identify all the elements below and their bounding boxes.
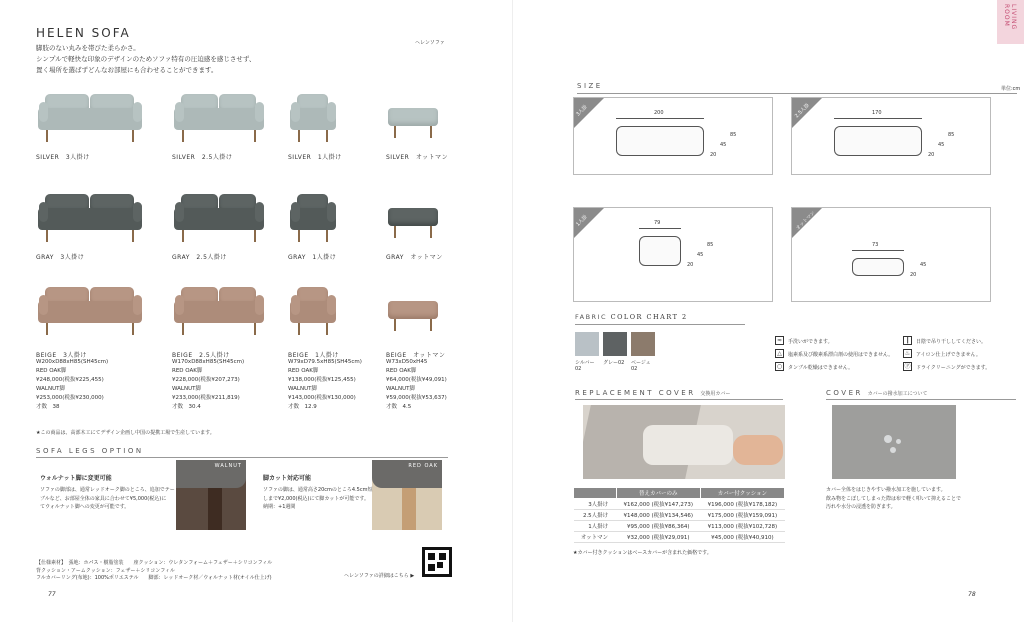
size-tag-label: 1人掛 <box>575 214 589 228</box>
intro-text <box>36 43 255 76</box>
materials-spec: 【仕様素材】 張地：ホパス・樹脂塗装 座クッション：ウレタンフォーム＋フェザー＋シリコンフィル 背クッション・アームクッション：フェザー＋シリコンフィル フルカバーリング(布地)：100%ポリエステル 脚部：レッドオーク材／ウォルナット材(オイル仕上げ) <box>36 560 273 581</box>
height-dimension: 20 <box>910 272 917 278</box>
product-specs: W79xD79.5xH85(SH45cm) RED OAK脚 ¥138,000(税抜¥125,455) WALNUT脚 ¥143,000(税抜¥130,000) 才数 12.9 <box>288 359 362 411</box>
care-symbol-icon: Ⓟ <box>904 363 911 370</box>
product-label: GRAY 3人掛け <box>36 254 85 261</box>
width-dimension: 73 <box>872 242 879 248</box>
size-tag-label: 2.5人掛 <box>793 102 811 120</box>
size-diagram-box <box>573 97 773 175</box>
unit-label: 単位:cm <box>1001 86 1021 92</box>
replacement-cover-table <box>573 487 785 543</box>
table-header-cell: 替えカバーのみ <box>616 488 700 499</box>
replacement-heading: REPLACEMENT COVER 交換用カバー <box>575 389 731 397</box>
care-label: タンブル乾燥はできません。 <box>788 365 854 371</box>
care-symbol-icon: ≈ <box>776 337 783 344</box>
sofa-outline <box>616 126 704 156</box>
table-note: ★カバー付きクッションはベースカバーが含まれた価格です。 <box>573 550 712 556</box>
size-diagram-box <box>791 207 991 302</box>
product-label: GRAY 2.5人掛け <box>172 254 227 261</box>
height-dimension: 85 <box>730 132 737 138</box>
walnut-label: WALNUT <box>214 463 242 469</box>
sofa-1-seater-image <box>290 190 336 244</box>
size-diagram-box <box>573 207 773 302</box>
ottoman-image <box>388 208 438 250</box>
page-number: 77 <box>48 591 56 598</box>
care-symbol-icon: ○ <box>776 363 783 370</box>
fabric-swatch <box>631 332 655 356</box>
replacement-cover-photo <box>583 405 785 479</box>
redoak-label: RED OAK <box>408 463 438 469</box>
leg-cut-heading: 脚カット対応可能 <box>263 475 311 482</box>
product-specs: W200xD88xH85(SH45cm) RED OAK脚 ¥248,000(税抜¥225,455) WALNUT脚 ¥253,000(税抜¥230,000) 才数 38 <box>36 359 109 411</box>
right-page <box>512 0 1024 622</box>
title-ja: ヘレンソファ <box>415 40 445 46</box>
section-tab <box>997 0 1024 44</box>
sofa-2-5-seater-image <box>174 283 264 337</box>
care-label: 塩素系及び酸素系漂白剤の使用はできません。 <box>788 352 894 358</box>
sofa-3-seater-image <box>38 90 142 144</box>
fabric-swatch-label: グレー02 <box>603 360 625 366</box>
water-repellent-photo <box>832 405 956 479</box>
qr-code[interactable] <box>422 547 452 577</box>
size-tag-label: 3人掛 <box>575 104 589 118</box>
walnut-option-heading: ウォルナット脚に変更可能 <box>40 475 112 482</box>
height-dimension: 45 <box>697 252 704 258</box>
width-dimension: 200 <box>654 110 664 116</box>
product-label: BEIGE 3人掛け <box>36 352 87 359</box>
height-dimension: 85 <box>707 242 714 248</box>
leg-cut-body: ソファの脚は、通常高さ20cmのところ4.5cm短 しまで¥2,000(税込)にて脚カットが可能です。 納期：+1週間 <box>263 487 373 510</box>
fabric-swatch-label: シルバー 02 <box>575 360 595 373</box>
fabric-swatch-label: ベージュ 02 <box>631 360 651 373</box>
size-heading: SIZE <box>577 82 603 90</box>
sofa-1-seater-image <box>290 90 336 144</box>
product-label: GRAY 1人掛け <box>288 254 337 261</box>
width-dimension: 79 <box>654 220 661 226</box>
page-number: 78 <box>968 591 976 598</box>
sofa-outline <box>834 126 922 156</box>
height-dimension: 85 <box>948 132 955 138</box>
divider <box>36 457 448 458</box>
sofa-1-seater-image <box>290 283 336 337</box>
product-label: SILVER オットマン <box>386 154 449 161</box>
walnut-option-body: ソファの脚部は、通常レッドオーク脚のところ、追加でテー ブルなど、お部屋全体の家具に合わせて¥5,000(税込)に てウォルナット脚への変更が可能です。 <box>40 487 175 510</box>
ottoman-image <box>388 108 438 150</box>
table-header-cell <box>574 488 617 499</box>
table-row: 2.5人掛け ¥148,000 (税抜¥134,546) ¥175,000 (税抜¥159,091) <box>574 510 785 521</box>
product-label: BEIGE 1人掛け <box>288 352 339 359</box>
size-tag-label: オットマン <box>794 209 817 232</box>
care-symbol-icon: ♨ <box>904 350 911 357</box>
height-dimension: 45 <box>920 262 927 268</box>
cover-description: カバー全体をはじきやすい撥水加工を施しています。 飲み物をこぼしてしまった際は布で軽く叩いて抑えることで 汚れや水分の浸透を防ぎます。 <box>826 487 962 510</box>
sofa-outline <box>639 236 681 266</box>
sofa-3-seater-image <box>38 283 142 337</box>
product-label: BEIGE オットマン <box>386 352 446 359</box>
sofa-outline <box>852 258 904 276</box>
care-symbol-icon: ┃ <box>903 336 912 345</box>
care-label: アイロン仕上げできません。 <box>916 352 981 358</box>
fabric-swatch <box>575 332 599 356</box>
height-dimension: 45 <box>938 142 945 148</box>
redoak-leg-photo <box>372 460 442 530</box>
sofa-2-5-seater-image <box>174 90 264 144</box>
production-note: ★この商品は、高部木工にてデザイン企画し中国の提携工場で生産しています。 <box>36 430 215 436</box>
table-header-cell: カバー付クッション <box>700 488 784 499</box>
size-diagram-box <box>791 97 991 175</box>
qr-caption: ヘレンソファの詳細はこちら ▶ <box>344 573 415 579</box>
table-row: オットマン ¥32,000 (税抜¥29,091) ¥45,000 (税抜¥40,910) <box>574 532 785 543</box>
height-dimension: 45 <box>720 142 727 148</box>
walnut-leg-photo <box>176 460 246 530</box>
product-label: BEIGE 2.5人掛け <box>172 352 230 359</box>
height-dimension: 20 <box>710 152 717 158</box>
cover-heading: COVER カバーの撥水加工について <box>826 389 928 397</box>
height-dimension: 20 <box>687 262 694 268</box>
page-title: HELEN SOFA <box>36 26 131 40</box>
ottoman-image <box>388 301 438 343</box>
divider <box>575 399 783 400</box>
product-label: SILVER 1人掛け <box>288 154 342 161</box>
fabric-swatch <box>603 332 627 356</box>
sofa-3-seater-image <box>38 190 142 244</box>
product-specs: W73xD50xH45 RED OAK脚 ¥64,000(税抜¥49,091) WALNUT脚 ¥59,000(税抜¥53,637) 才数 4.5 <box>386 359 447 411</box>
table-row: 1人掛け ¥95,000 (税抜¥86,364) ¥113,000 (税抜¥102,728) <box>574 521 785 532</box>
product-label: SILVER 3人掛け <box>36 154 90 161</box>
intro-line: 置く場所を選ばずどんなお部屋にも合わせることができます。 <box>36 66 218 75</box>
height-dimension: 20 <box>928 152 935 158</box>
table-row: 3人掛け ¥162,000 (税抜¥147,273) ¥196,000 (税抜¥178,182) <box>574 499 785 510</box>
product-specs: W170xD88xH85(SH45cm) RED OAK脚 ¥228,000(税抜¥207,273) WALNUT脚 ¥233,000(税抜¥211,819) 才数 30.4 <box>172 359 245 411</box>
intro-line: シンプルで軽快な印象のデザインのためソファ特有の圧迫感を感じさせず、 <box>36 55 256 64</box>
divider <box>577 93 1017 94</box>
table-header <box>574 488 785 499</box>
product-label: SILVER 2.5人掛け <box>172 154 233 161</box>
care-label: ドライクリーニングができます。 <box>916 365 991 371</box>
divider <box>575 324 745 325</box>
legs-section-title: SOFA LEGS OPTION <box>36 447 144 455</box>
sofa-2-5-seater-image <box>174 190 264 244</box>
divider <box>826 399 1016 400</box>
fabric-heading: FABRIC COLOR CHART 2 <box>575 313 688 321</box>
section-tab-label: LIVING ROOM <box>1003 4 1017 31</box>
care-label: 手洗いができます。 <box>788 339 833 345</box>
care-symbol-icon: △ <box>775 349 784 358</box>
width-dimension: 170 <box>872 110 882 116</box>
care-label: 日陰で吊り干ししてください。 <box>916 339 987 345</box>
product-label: GRAY オットマン <box>386 254 443 261</box>
intro-line: 脚肢のない丸みを帯びた柔らかさ。 <box>36 44 140 52</box>
